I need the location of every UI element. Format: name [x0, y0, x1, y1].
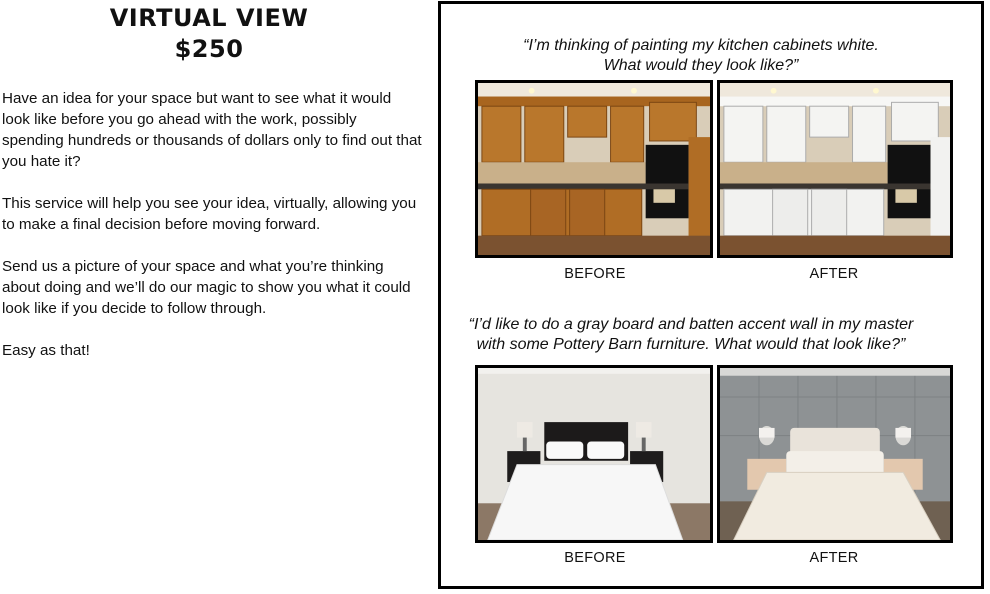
bedroom-quote [421, 315, 961, 355]
kitchen-quote-line1: “I’m thinking of painting my kitchen cabinets white. [523, 37, 879, 54]
paragraph-closing: Easy as that! [2, 342, 90, 359]
kitchen-after-label: AFTER [809, 266, 859, 282]
kitchen-after-image [717, 80, 953, 258]
page-title: VIRTUAL VIEW [109, 4, 309, 32]
paragraph-process: Send us a picture of your space and what you’re thinking about doing and we’ll do our magic to show you what it could look like if you decide to follow through. [2, 258, 411, 317]
paragraph-intro: Have an idea for your space but want to see what it would look like before you go ahead with the work, possibly spending hundreds or thousands of dollars only to find out that you hate it? [2, 90, 422, 170]
bedroom-after-label: AFTER [809, 550, 859, 566]
examples-panel [438, 1, 984, 589]
bedroom-before-label: BEFORE [564, 550, 626, 566]
price: $250 [174, 35, 244, 63]
bedroom-quote-line2: with some Pottery Barn furniture. What would that look like?” [476, 336, 906, 353]
kitchen-quote [431, 36, 971, 76]
kitchen-quote-line2: What would they look like?” [603, 57, 799, 74]
bedroom-after-image [717, 365, 953, 543]
paragraph-service: This service will help you see your idea, virtually, allowing you to make a final decision before moving forward. [2, 195, 417, 233]
kitchen-before-label: BEFORE [564, 266, 626, 282]
kitchen-before-image [475, 80, 713, 258]
bedroom-quote-line1: “I’d like to do a gray board and batten accent wall in my master [468, 316, 914, 333]
bedroom-before-image [475, 365, 713, 543]
description [2, 88, 422, 382]
